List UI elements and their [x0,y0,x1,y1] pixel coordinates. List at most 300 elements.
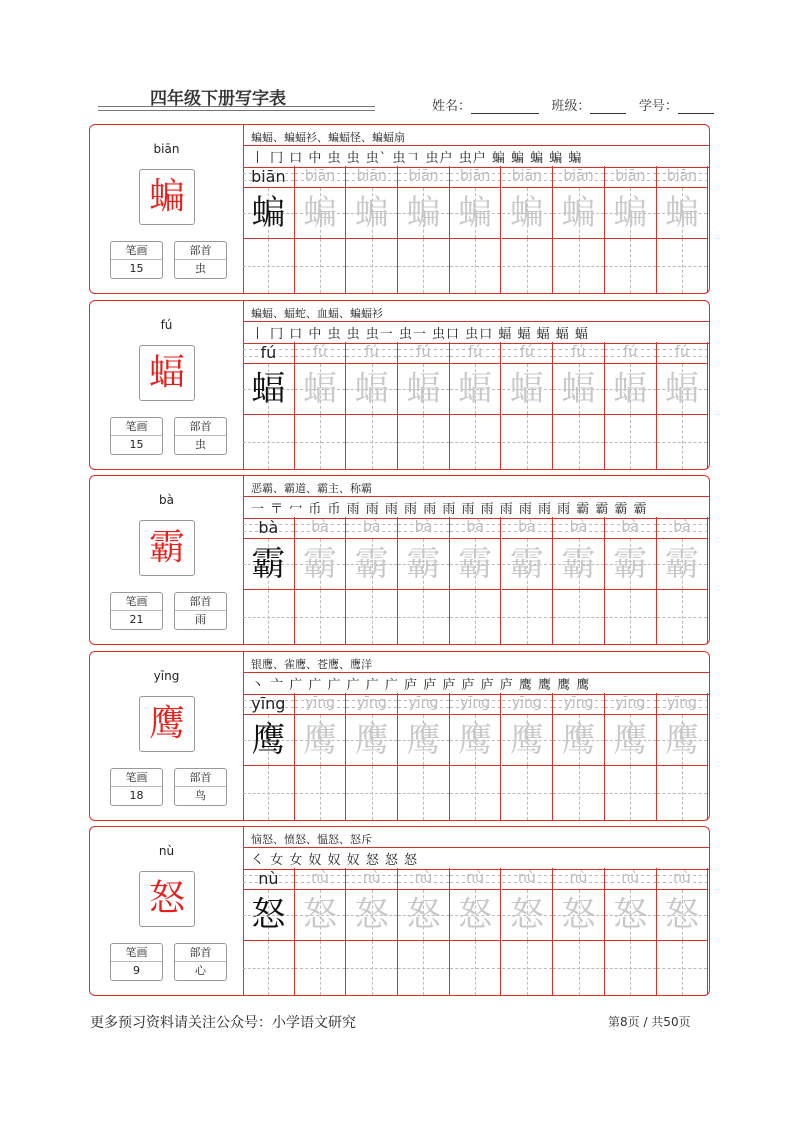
character-info [90,827,244,995]
practice-cell[interactable] [346,517,398,644]
blank-grid[interactable] [553,941,604,995]
blank-grid[interactable] [605,239,656,293]
example-words: 恼怒、愤怒、愠怒、怒斥 [251,833,372,846]
blank-grid[interactable] [450,415,501,469]
practice-cell[interactable] [243,868,295,995]
blank-grid[interactable] [398,415,449,469]
stroke-label: 笔画 [111,593,162,611]
practice-cell[interactable] [657,868,709,995]
blank-grid[interactable] [398,941,449,995]
tian-grid [553,363,604,415]
stroke-order-row [243,496,709,519]
cell-character: 蝙 [664,193,699,233]
practice-cell[interactable] [243,693,295,820]
char-display: 鹰 [139,696,195,752]
tian-grid [398,538,449,590]
tian-grid [605,187,656,239]
practice-cell[interactable] [657,517,709,644]
practice-cell[interactable] [553,517,605,644]
tian-grid [398,187,449,239]
practice-cell[interactable] [502,166,554,293]
cell-pinyin: biān [502,166,553,187]
cell-pinyin: yīng [502,693,553,714]
practice-cell[interactable] [398,517,450,644]
blank-grid[interactable] [243,766,294,820]
cell-pinyin: nù [398,868,449,889]
tian-grid [450,889,501,941]
cell-character: 霸 [251,544,286,584]
practice-cell[interactable] [605,693,657,820]
practice-cell[interactable] [605,517,657,644]
name-label: 姓名： [432,99,472,114]
practice-grid [243,517,709,644]
cell-pinyin: biān [243,166,294,187]
stroke-count-box [110,592,163,630]
blank-grid[interactable] [553,590,604,644]
practice-cell[interactable] [295,868,347,995]
cell-pinyin: nù [657,868,708,889]
radical-label: 部首 [175,769,226,787]
cell-pinyin: bà [243,517,294,538]
cell-character: 怒 [303,895,338,935]
cell-character: 霸 [561,544,596,584]
cell-character: 霸 [354,544,389,584]
tian-grid [243,363,294,415]
blank-grid[interactable] [450,941,501,995]
tian-grid [346,538,397,590]
tian-grid [243,538,294,590]
cell-pinyin: biān [346,166,397,187]
blank-grid[interactable] [502,766,553,820]
cell-character: 鹰 [303,720,338,760]
blank-grid[interactable] [657,766,708,820]
cell-pinyin: biān [605,166,656,187]
tian-grid [605,363,656,415]
title-underline-2 [98,110,375,111]
tian-grid [502,538,553,590]
id-label: 学号： [638,99,678,114]
example-words: 银鹰、雀鹰、苍鹰、鹰洋 [251,658,372,671]
cell-pinyin: bà [398,517,449,538]
cell-pinyin: bà [553,517,604,538]
practice-cell[interactable] [295,517,347,644]
stroke-order-row [243,672,709,695]
character-card [89,475,710,645]
cell-character: 蝙 [509,193,544,233]
id-field[interactable] [678,99,714,114]
name-field[interactable] [471,99,539,114]
practice-cell[interactable] [605,166,657,293]
char-pinyin: bà [159,493,174,507]
stroke-count-box [110,417,163,455]
tian-grid [553,187,604,239]
cell-character: 鹰 [251,720,286,760]
practice-cell[interactable] [295,166,347,293]
cell-character: 蝠 [458,369,493,409]
example-words: 蝙蝠、蝙蝠衫、蝙蝠怪、蝙蝠扇 [251,131,405,144]
practice-grid [243,166,709,293]
stroke-order: 丨 冂 口 中 虫 虫 虫ˋ 虫𠃍 虫户 虫户 蝙 蝙 蝙 蝙 蝙 [251,151,583,166]
char-pinyin: biān [153,142,180,156]
practice-cell[interactable] [450,693,502,820]
footer-promo: 更多预习资料请关注公众号：小学语文研究 [90,1015,356,1031]
char-pinyin: nù [158,844,175,858]
cell-pinyin: bà [657,517,708,538]
cell-character: 蝠 [613,369,648,409]
practice-cell[interactable] [295,693,347,820]
radical-label: 部首 [175,593,226,611]
blank-grid[interactable] [450,239,501,293]
practice-cell[interactable] [346,693,398,820]
radical-value: 鸟 [195,789,206,802]
cell-character: 鹰 [613,720,648,760]
practice-cell[interactable] [243,166,295,293]
radical-label: 部首 [175,418,226,436]
stroke-count-box [110,943,163,981]
cell-pinyin: bà [295,517,346,538]
cell-pinyin: fú [605,342,656,363]
cell-pinyin: biān [295,166,346,187]
practice-cell[interactable] [657,166,709,293]
cell-pinyin: yīng [243,693,294,714]
practice-cell[interactable] [398,342,450,469]
practice-cell[interactable] [398,693,450,820]
stroke-order-row [243,847,709,870]
cell-pinyin: nù [450,868,501,889]
cell-character: 鹰 [509,720,544,760]
practice-cell[interactable] [553,342,605,469]
cell-character: 蝙 [354,193,389,233]
practice-cell[interactable] [450,342,502,469]
blank-grid[interactable] [450,590,501,644]
blank-grid[interactable] [346,590,397,644]
cell-character: 怒 [613,895,648,935]
cell-character: 怒 [509,895,544,935]
cell-character: 蝙 [303,193,338,233]
char-pinyin: yīng [153,669,180,683]
radical-value: 虫 [195,438,206,451]
stroke-count: 15 [129,438,144,451]
cell-character: 鹰 [561,720,596,760]
blank-grid[interactable] [398,766,449,820]
stroke-label: 笔画 [111,769,162,787]
cell-pinyin: yīng [398,693,449,714]
stroke-order-row [243,321,709,344]
tian-grid [657,714,708,766]
blank-grid[interactable] [295,766,346,820]
tian-grid [243,187,294,239]
cell-character: 蝠 [406,369,441,409]
stroke-count-box [110,241,163,279]
blank-grid[interactable] [346,415,397,469]
example-words: 恶霸、霸道、霸主、称霸 [251,482,372,495]
stroke-label: 笔画 [111,242,162,260]
blank-grid[interactable] [605,766,656,820]
practice-cell[interactable] [346,868,398,995]
character-card [89,300,710,470]
cell-character: 怒 [354,895,389,935]
blank-grid[interactable] [605,941,656,995]
cell-pinyin: yīng [553,693,604,714]
blank-grid[interactable] [553,766,604,820]
blank-grid[interactable] [657,415,708,469]
cell-pinyin: bà [502,517,553,538]
char-display: 怒 [139,871,195,927]
tian-grid [657,889,708,941]
cell-pinyin: biān [657,166,708,187]
cell-pinyin: yīng [605,693,656,714]
tian-grid [502,889,553,941]
cell-pinyin: bà [346,517,397,538]
cell-pinyin: fú [502,342,553,363]
blank-grid[interactable] [553,415,604,469]
tian-grid [295,714,346,766]
practice-cell[interactable] [502,517,554,644]
blank-grid[interactable] [502,590,553,644]
blank-grid[interactable] [657,941,708,995]
cell-character: 怒 [458,895,493,935]
cell-character: 怒 [251,895,286,935]
radical-value: 雨 [195,613,206,626]
character-info [90,652,244,820]
cell-pinyin: biān [398,166,449,187]
char-display: 蝙 [139,169,195,225]
tian-grid [553,889,604,941]
cell-pinyin: yīng [346,693,397,714]
blank-grid[interactable] [502,239,553,293]
stroke-count-box [110,768,163,806]
tian-grid [295,889,346,941]
practice-cell[interactable] [346,166,398,293]
practice-cell[interactable] [502,693,554,820]
tian-grid [295,538,346,590]
tian-grid [398,363,449,415]
blank-grid[interactable] [502,941,553,995]
cell-pinyin: yīng [450,693,501,714]
char-display: 霸 [139,520,195,576]
cell-character: 霸 [303,544,338,584]
stroke-order: 一 〒 冖 币 币 雨 雨 雨 雨 雨 雨 雨 雨 雨 雨 雨 雨 霸 霸 霸 霸 [251,502,648,517]
student-info [432,95,714,114]
example-words: 蝙蝠、蝠蛇、血蝠、蝙蝠衫 [251,307,383,320]
cell-pinyin: fú [553,342,604,363]
blank-grid[interactable] [450,766,501,820]
cell-pinyin: nù [553,868,604,889]
blank-grid[interactable] [346,941,397,995]
tian-grid [502,363,553,415]
blank-grid[interactable] [295,415,346,469]
tian-grid [243,714,294,766]
character-info [90,476,244,644]
class-label: 班级： [551,99,591,114]
character-card [89,124,710,294]
cell-pinyin: bà [450,517,501,538]
char-display: 蝠 [139,345,195,401]
tian-grid [346,889,397,941]
tian-grid [657,363,708,415]
tian-grid [553,714,604,766]
cell-pinyin: nù [502,868,553,889]
blank-grid[interactable] [657,590,708,644]
cell-character: 霸 [664,544,699,584]
character-card [89,651,710,821]
blank-grid[interactable] [605,415,656,469]
tian-grid [398,714,449,766]
cell-pinyin: fú [657,342,708,363]
tian-grid [605,714,656,766]
cell-character: 蝠 [354,369,389,409]
tian-grid [346,714,397,766]
title-underline [98,106,375,107]
cell-pinyin: biān [553,166,604,187]
cell-character: 蝙 [458,193,493,233]
radical-box [174,417,227,455]
cell-character: 霸 [509,544,544,584]
blank-grid[interactable] [346,239,397,293]
cell-pinyin: fú [346,342,397,363]
cell-pinyin: biān [450,166,501,187]
practice-cell[interactable] [346,342,398,469]
radical-label: 部首 [175,242,226,260]
cell-pinyin: fú [295,342,346,363]
tian-grid [243,889,294,941]
class-field[interactable] [590,99,626,114]
cell-character: 蝠 [251,369,286,409]
blank-grid[interactable] [502,415,553,469]
cell-pinyin: nù [243,868,294,889]
character-info [90,301,244,469]
tian-grid [398,889,449,941]
tian-grid [502,187,553,239]
cell-pinyin: yīng [657,693,708,714]
cell-character: 怒 [664,895,699,935]
cell-pinyin: bà [605,517,656,538]
stroke-label: 笔画 [111,418,162,436]
tian-grid [346,363,397,415]
tian-grid [295,363,346,415]
tian-grid [605,889,656,941]
stroke-order: 丨 冂 口 中 虫 虫 虫一 虫一 虫口 虫口 蝠 蝠 蝠 蝠 蝠 [251,327,589,342]
cell-character: 蝙 [561,193,596,233]
cell-character: 鹰 [406,720,441,760]
blank-grid[interactable] [243,239,294,293]
radical-value: 心 [195,964,206,977]
cell-character: 霸 [406,544,441,584]
tian-grid [450,187,501,239]
blank-grid[interactable] [243,590,294,644]
stroke-order: 丶 亠 广 广 广 广 广 广 庐 庐 庐 庐 庐 庐 鹰 鹰 鹰 鹰 [251,678,591,693]
cell-pinyin: nù [605,868,656,889]
practice-cell[interactable] [450,868,502,995]
cell-pinyin: nù [346,868,397,889]
tian-grid [450,714,501,766]
practice-cell[interactable] [605,342,657,469]
tian-grid [605,538,656,590]
tian-grid [295,187,346,239]
cell-character: 蝠 [561,369,596,409]
cell-character: 鹰 [664,720,699,760]
cell-character: 蝙 [613,193,648,233]
cell-character: 怒 [561,895,596,935]
cell-character: 鹰 [458,720,493,760]
tian-grid [657,538,708,590]
cell-character: 蝙 [251,193,286,233]
practice-grid [243,693,709,820]
tian-grid [553,538,604,590]
cell-pinyin: fú [398,342,449,363]
tian-grid [657,187,708,239]
stroke-order: ㇛ 女 女 奴 奴 奴 怒 怒 怒 [251,853,419,868]
stroke-count: 15 [129,262,144,275]
blank-grid[interactable] [398,590,449,644]
blank-grid[interactable] [553,239,604,293]
blank-grid[interactable] [243,941,294,995]
practice-cell[interactable] [295,342,347,469]
char-pinyin: fú [160,318,173,332]
blank-grid[interactable] [605,590,656,644]
page-number: 第8页 / 共50页 [608,1015,691,1029]
practice-cell[interactable] [243,342,295,469]
blank-grid[interactable] [295,590,346,644]
practice-cell[interactable] [605,868,657,995]
cell-character: 蝠 [664,369,699,409]
radical-box [174,592,227,630]
stroke-order-row [243,145,709,168]
cell-pinyin: nù [295,868,346,889]
cell-character: 蝠 [509,369,544,409]
practice-grid [243,342,709,469]
stroke-count: 18 [129,789,144,802]
radical-box [174,768,227,806]
blank-grid[interactable] [346,766,397,820]
cell-character: 霸 [458,544,493,584]
practice-cell[interactable] [553,693,605,820]
blank-grid[interactable] [398,239,449,293]
practice-cell[interactable] [450,517,502,644]
tian-grid [450,363,501,415]
tian-grid [450,538,501,590]
cell-character: 蝠 [303,369,338,409]
cell-character: 怒 [406,895,441,935]
blank-grid[interactable] [657,239,708,293]
stroke-count: 21 [129,613,144,626]
blank-grid[interactable] [295,941,346,995]
cell-pinyin: fú [243,342,294,363]
practice-cell[interactable] [657,693,709,820]
practice-cell[interactable] [502,868,554,995]
stroke-label: 笔画 [111,944,162,962]
blank-grid[interactable] [295,239,346,293]
practice-cell[interactable] [398,868,450,995]
practice-cell[interactable] [450,166,502,293]
blank-grid[interactable] [243,415,294,469]
practice-grid [243,868,709,995]
radical-label: 部首 [175,944,226,962]
stroke-count: 9 [133,964,140,977]
character-info [90,125,244,293]
practice-cell[interactable] [553,868,605,995]
practice-cell[interactable] [398,166,450,293]
cell-character: 鹰 [354,720,389,760]
cell-character: 霸 [613,544,648,584]
practice-cell[interactable] [657,342,709,469]
practice-cell[interactable] [243,517,295,644]
tian-grid [346,187,397,239]
practice-cell[interactable] [502,342,554,469]
page-title: 四年级下册写字表 [150,89,286,109]
practice-cell[interactable] [553,166,605,293]
cell-pinyin: yīng [295,693,346,714]
